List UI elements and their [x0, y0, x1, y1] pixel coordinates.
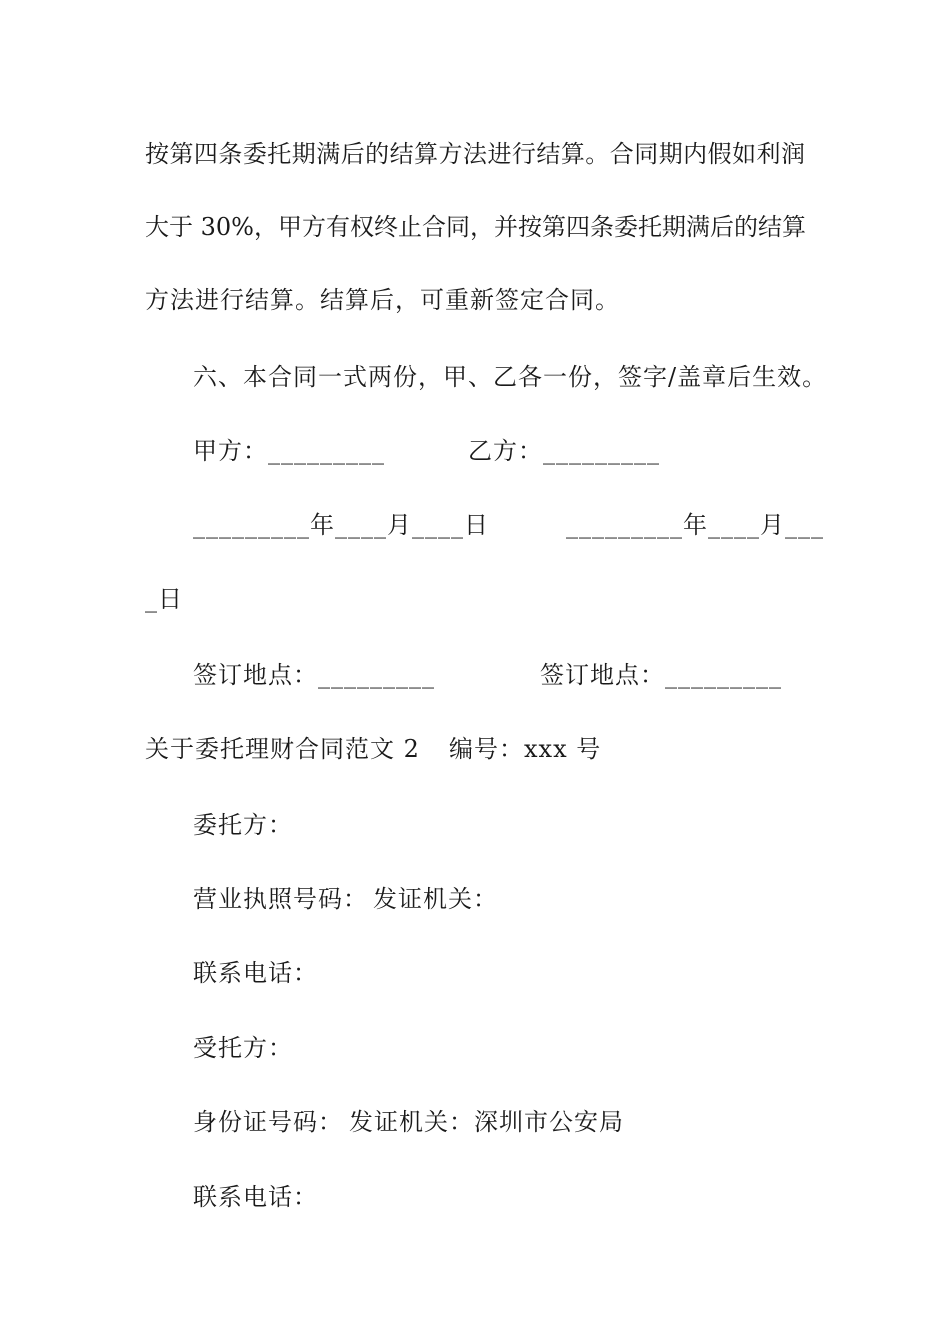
id-issuer-label: 发证机关：深圳市公安局 [349, 1108, 624, 1136]
party-b-date: _________年____月___ [566, 511, 824, 539]
party-a-signing-place: 签订地点：_________ [193, 661, 435, 689]
party-b-date-wrap: _日 [145, 585, 183, 613]
clause-6: 六、本合同一式两份，甲、乙各一份，签字/盖章后生效。 [193, 363, 828, 391]
party-b-signature: 乙方：_________ [468, 437, 660, 465]
second-contract-number: 编号：xxx 号 [449, 735, 602, 763]
party-b-signing-place: 签订地点：_________ [540, 661, 782, 689]
agent-phone-label: 联系电话： [193, 1183, 318, 1211]
party-a-date: _________年____月____日 [193, 511, 489, 539]
party-a-signature: 甲方：_________ [193, 437, 385, 465]
id-number-label: 身份证号码： [193, 1108, 343, 1136]
principal-phone-label: 联系电话： [193, 959, 318, 987]
license-number-label: 营业执照号码： [193, 885, 368, 913]
principal-label: 委托方： [193, 811, 293, 839]
paragraph-line-1: 按第四条委托期满后的结算方法进行结算。合同期内假如利润 [145, 140, 805, 168]
paragraph-line-3: 方法进行结算。结算后，可重新签定合同。 [145, 286, 620, 314]
paragraph-line-2: 大于 30%，甲方有权终止合同，并按第四条委托期满后的结算 [145, 213, 806, 241]
license-issuer-label: 发证机关： [373, 885, 498, 913]
second-contract-title: 关于委托理财合同范文 2 [145, 735, 420, 763]
agent-label: 受托方： [193, 1034, 293, 1062]
